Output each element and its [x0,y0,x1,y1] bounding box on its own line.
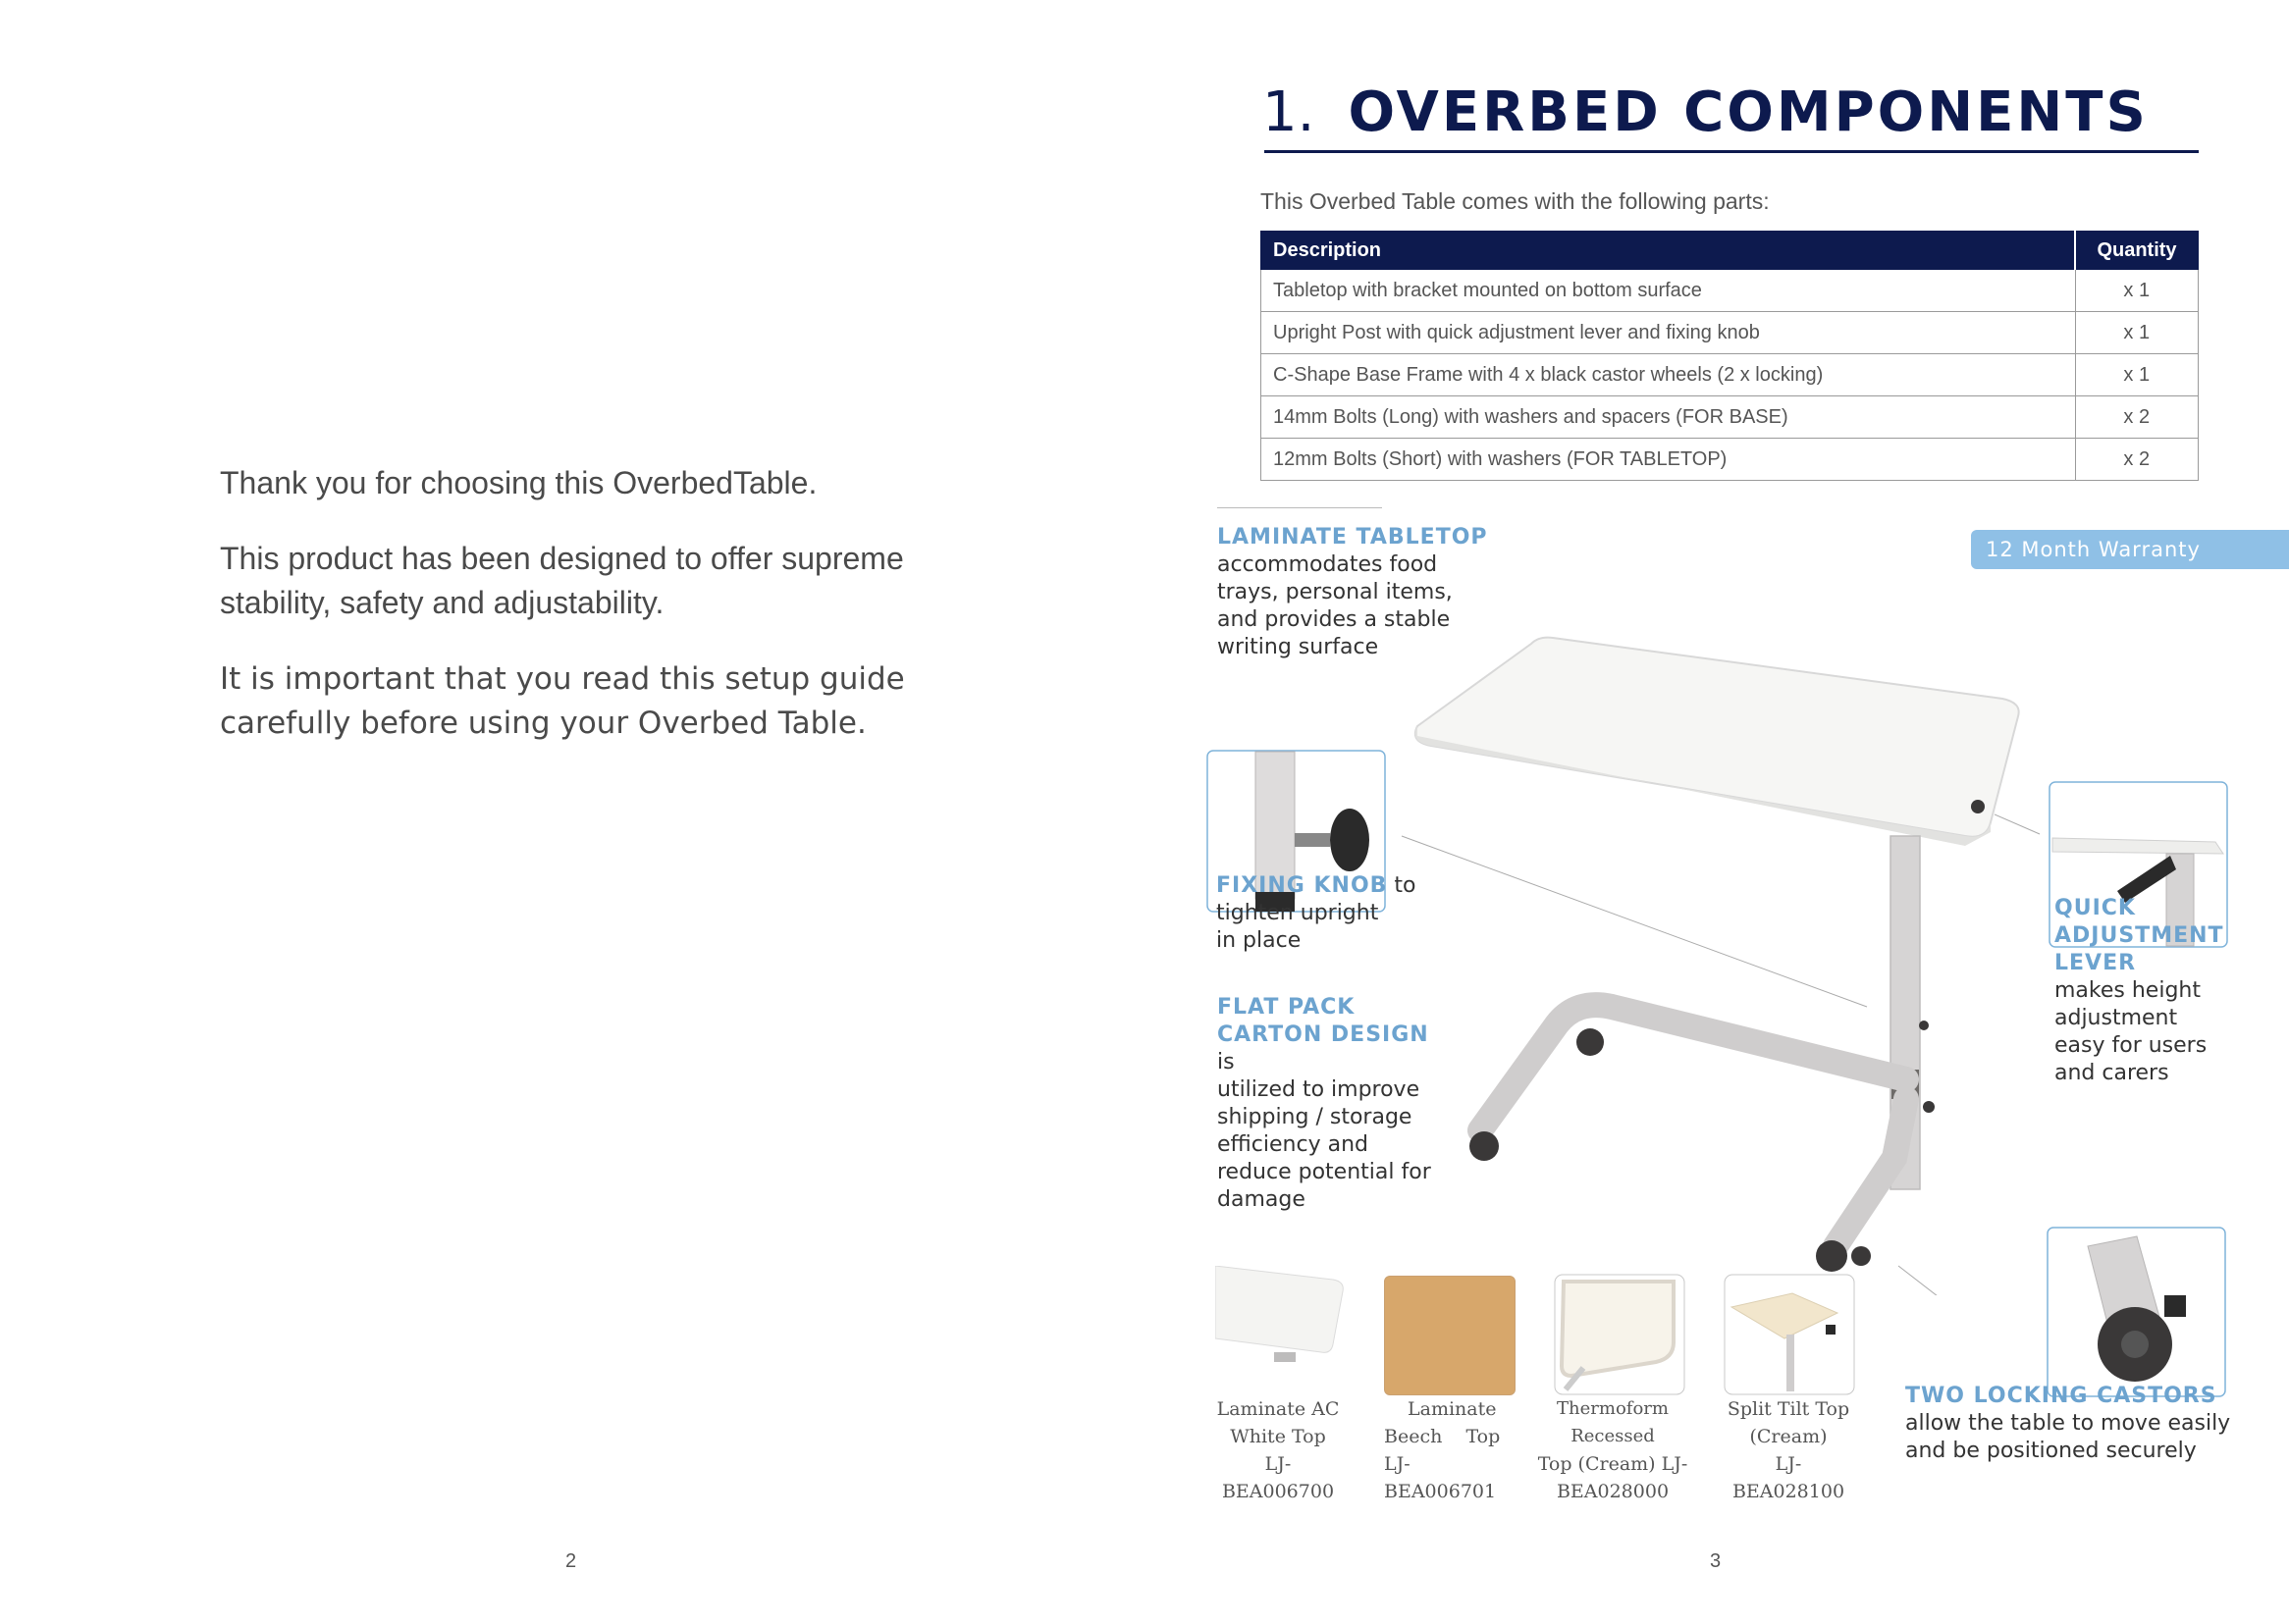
callout-flat-pack [1217,994,1472,1214]
row-quantity: x 1 [2075,312,2199,354]
table-row [1261,270,2199,312]
callout-line: allow the table to move easily [1905,1411,2231,1436]
caption-line: LJ- [1384,1453,1411,1475]
callout-laminate-tabletop [1217,524,1492,661]
callout-line: tighten upright [1216,901,1379,925]
caption-line: Split Tilt Top [1727,1398,1850,1420]
callout-heading: CARTON DESIGN [1217,1022,1429,1047]
callout-line: and be positioned securely [1905,1439,2197,1463]
row-quantity: x 1 [2075,270,2199,312]
section-number: 1. [1262,80,1315,144]
table-row [1261,439,2199,481]
parts-lead: This Overbed Table comes with the following parts: [1260,188,1770,214]
callout-heading: LAMINATE TABLETOP [1217,525,1488,550]
row-description: Tabletop with bracket mounted on bottom surface [1261,270,2076,312]
caption-line: Top (Cream) LJ- [1537,1453,1688,1475]
row-description: Upright Post with quick adjustment lever and fixing knob [1261,312,2076,354]
row-quantity: x 2 [2075,439,2199,481]
section-title-text: OVERBED COMPONENTS [1348,80,2149,144]
callout-fixing-knob [1216,872,1452,955]
row-quantity: x 1 [2075,354,2199,396]
option-caption-thermoform [1519,1395,1706,1505]
row-description: C-Shape Base Frame with 4 x black castor wheels (2 x locking) [1261,354,2076,396]
castor-inset [2047,1227,2227,1397]
option-thumb-thermoform [1554,1274,1685,1395]
row-description: 14mm Bolts (Long) with washers and spacers (FOR BASE) [1261,396,2076,439]
warranty-badge: 12 Month Warranty [1971,530,2289,569]
caption-line: White Top [1230,1426,1326,1447]
callout-line: utilized to improve [1217,1077,1420,1102]
callout-line: to [1387,873,1416,898]
callout-heading: TWO LOCKING CASTORS [1905,1384,2217,1408]
caption-line: LJ- [1775,1453,1802,1475]
caption-line: LJ- [1264,1453,1292,1475]
option-caption-split-tilt [1720,1395,1857,1505]
header-description: Description [1261,232,2076,270]
callout-line: shipping / storage [1217,1105,1412,1129]
option-thumb-split-tilt [1724,1274,1855,1395]
callout-heading: LEVER [2054,951,2137,975]
caption-line: Beech Top [1384,1426,1501,1447]
row-description: 12mm Bolts (Short) with washers (FOR TABLETOP) [1261,439,2076,481]
callout-line: and provides a stable [1217,607,1451,632]
callout-heading: FLAT PACK [1217,995,1356,1020]
caption-line: Thermoform Recessed [1557,1398,1669,1446]
callout-locking-castors [1905,1383,2278,1465]
callout-line: makes height [2054,978,2201,1003]
table-row [1261,396,2199,439]
option-caption-beech [1384,1395,1521,1505]
callout-line: easy for users [2054,1033,2208,1058]
callout-heading: QUICK [2054,896,2136,920]
caption-line: BEA006701 [1384,1481,1497,1502]
divider-rule [1217,507,1382,508]
callout-line: is [1217,1050,1235,1074]
callout-line: trays, personal items, [1217,580,1453,604]
caption-line: (Cream) [1749,1426,1828,1447]
intro-design: This product has been designed to offer supreme stability, safety and adjustability. [220,541,904,620]
callout-line: writing surface [1217,635,1379,659]
table-row [1261,312,2199,354]
option-thumb-white [1215,1266,1349,1374]
callout-line: damage [1217,1187,1305,1212]
intro-important: It is important that you read this setup guide carefully before using your Overbed Table. [220,661,905,741]
option-thumb-beech [1384,1276,1516,1395]
callout-line: and carers [2054,1061,2169,1085]
callout-heading: ADJUSTMENT [2054,923,2224,948]
page-number-left: 2 [565,1550,577,1572]
caption-line: BEA028000 [1556,1481,1670,1502]
parts-table [1260,231,2199,481]
caption-line: BEA006700 [1221,1481,1335,1502]
callout-line: accommodates food [1217,552,1438,577]
callout-line: efficiency and [1217,1132,1368,1157]
intro-thanks: Thank you for choosing this OverbedTable. [220,465,818,500]
callout-quick-lever [2054,895,2251,1087]
callout-line: reduce potential for [1217,1160,1431,1184]
callout-line: adjustment [2054,1006,2178,1030]
callout-heading: FIXING KNOB [1216,873,1388,898]
page-number-right: 3 [1710,1550,1722,1572]
tabletop-shape [1415,638,2019,846]
row-quantity: x 2 [2075,396,2199,439]
caption-line: Laminate AC [1216,1398,1340,1420]
title-underline [1264,150,2199,153]
table-row [1261,354,2199,396]
callout-line: in place [1216,928,1302,953]
caption-line: BEA028100 [1731,1481,1845,1502]
table-header-row [1261,232,2199,270]
section-title [1262,80,2149,144]
option-caption-white [1209,1395,1347,1505]
caption-line: Laminate [1408,1398,1497,1420]
header-quantity: Quantity [2075,232,2199,270]
